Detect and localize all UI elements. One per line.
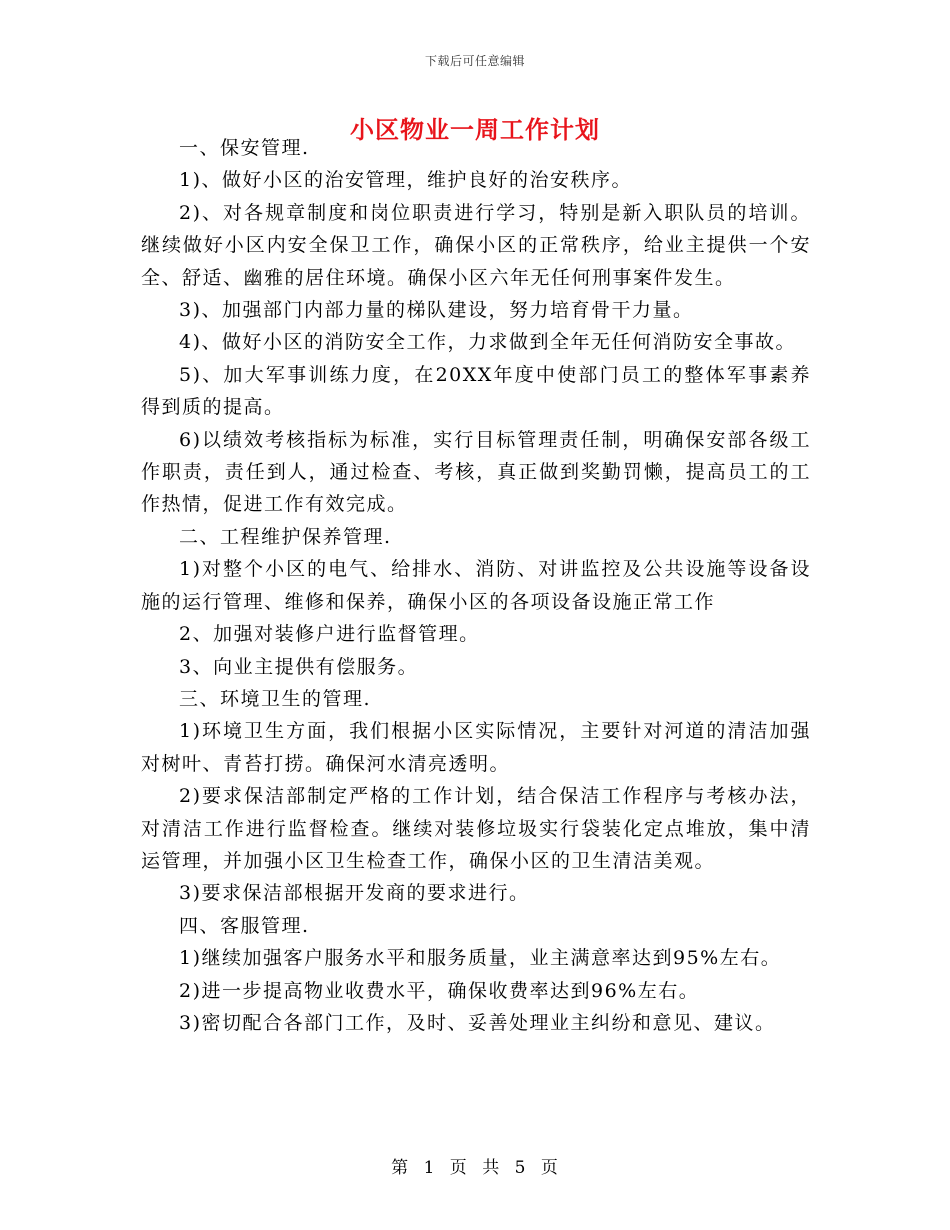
paragraph: 1)、做好小区的治安管理，维护良好的治安秩序。: [179, 169, 633, 192]
section-heading: 二、工程维护保养管理.: [179, 525, 392, 548]
footer-prefix: 第: [391, 1158, 410, 1178]
footer-page-word: 页: [449, 1158, 468, 1178]
paragraph: 2)要求保洁部制定严格的工作计划，结合保洁工作程序与考核办法，对清洁工作进行监督检查。继续对装修垃圾实行袋装化定点堆放，集中清运管理，并加强小区卫生检查工作，确保小区的卫生清洁美观。: [141, 785, 811, 872]
paragraph: 5)、加大军事训练力度，在20XX年度中使部门员工的整体军事素养得到质的提高。: [141, 363, 811, 419]
paragraph: 2)进一步提高物业收费水平，确保收费率达到96%左右。: [179, 979, 700, 1002]
header-note: 下载后可任意编辑: [424, 54, 525, 68]
paragraph: 2、加强对装修户进行监督管理。: [179, 623, 480, 646]
paragraph: 1)继续加强客户服务水平和服务质量，业主满意率达到95%左右。: [179, 947, 782, 970]
paragraph: 2)、对各规章制度和岗位职责进行学习，特别是新入职队员的培训。继续做好小区内安全保卫工作，确保小区的正常秩序，给业主提供一个安全、舒适、幽雅的居住环境。确保小区六年无任何刑事案件发生。: [141, 201, 811, 289]
footer-current-page: 1: [423, 1158, 436, 1178]
page-footer: [0, 1153, 950, 1178]
document-title: 小区物业一周工作计划: [350, 115, 600, 144]
paragraph: 1)环境卫生方面，我们根据小区实际情况，主要针对河道的清洁加强对树叶、青苔打捞。确保河水清亮透明。: [141, 720, 811, 775]
document-body: [141, 132, 811, 1039]
footer-suffix: 页: [540, 1158, 559, 1178]
paragraph: 3)密切配合各部门工作，及时、妥善处理业主纠纷和意见、建议。: [179, 1011, 776, 1034]
paragraph: 6)以绩效考核指标为标准，实行目标管理责任制，明确保安部各级工作职责，责任到人，通过检查、考核，真正做到奖勤罚懒，提高员工的工作热情，促进工作有效完成。: [141, 428, 811, 516]
paragraph: 1)对整个小区的电气、给排水、消防、对讲监控及公共设施等设备设施的运行管理、维修和保养，确保小区的各项设备设施正常工作: [141, 558, 811, 613]
section-heading: 三、环境卫生的管理.: [179, 687, 372, 710]
paragraph: 4)、做好小区的消防安全工作，力求做到全年无任何消防安全事故。: [179, 331, 797, 354]
paragraph: 3)、加强部门内部力量的梯队建设，努力培育骨干力量。: [179, 299, 694, 322]
footer-total-word: 共: [482, 1158, 501, 1178]
footer-total-pages: 5: [514, 1158, 527, 1178]
section-heading: 四、客服管理.: [179, 914, 310, 937]
paragraph: 3、向业主提供有偿服务。: [179, 655, 419, 678]
section-heading: 一、保安管理.: [179, 137, 310, 159]
paragraph: 3)要求保洁部根据开发商的要求进行。: [179, 882, 530, 905]
